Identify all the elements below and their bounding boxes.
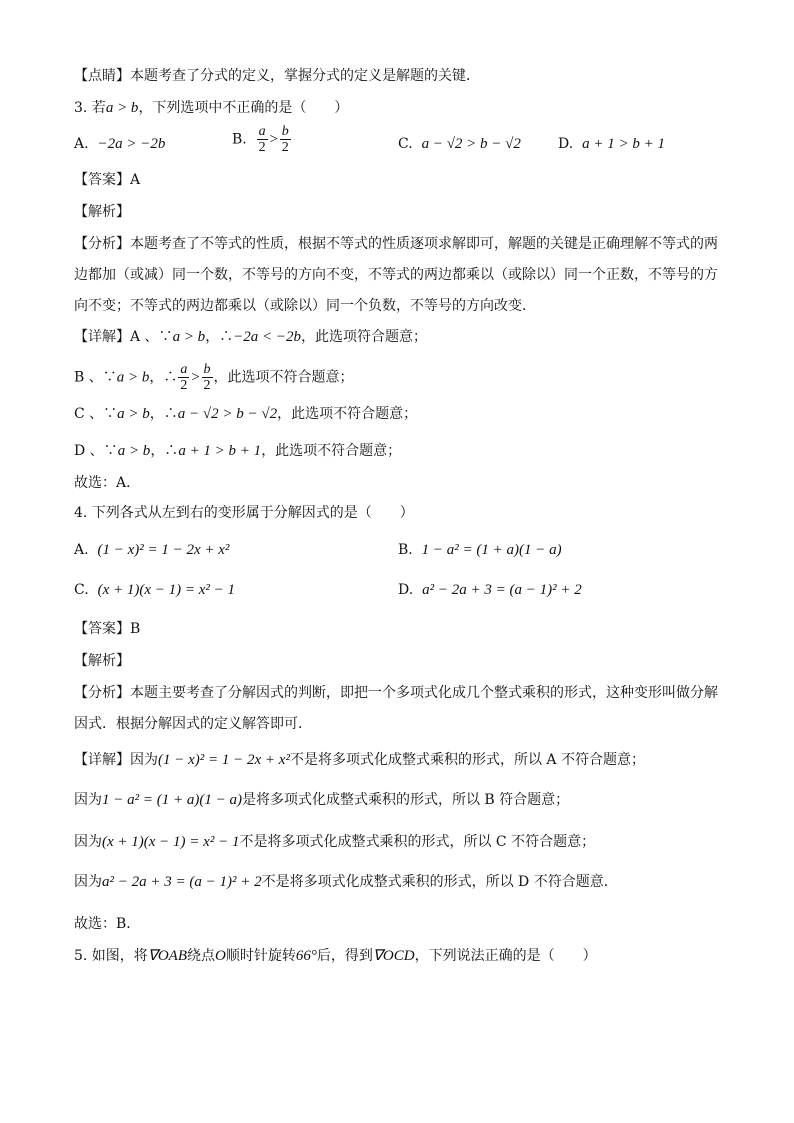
q4-detail-1: [74, 750, 645, 770]
q4-stem: 4. 下列各式从左到右的变形属于分解因式的是（ ）: [74, 505, 414, 521]
frac-op: >: [190, 369, 201, 386]
detail-math: a + 1 > b + 1: [178, 443, 262, 459]
option-label: D.: [398, 582, 414, 598]
detail-math: a > b: [172, 329, 206, 345]
q3-stem-math: a > b: [105, 100, 139, 116]
q3-option-a: [74, 134, 165, 154]
option-expr: (1 − x)² = 1 − 2x + x²: [97, 542, 230, 558]
q5-stem-prefix: 5. 如图，将: [74, 948, 148, 964]
detail-prefix: D 、∵: [74, 443, 118, 459]
detail-prefix: 【详解】因为: [74, 752, 158, 768]
detail-math: (1 − x)² = 1 − 2x + x²: [158, 752, 290, 768]
detail-math: a > b: [117, 443, 151, 459]
q5-stem-math: ∇OAB: [147, 948, 188, 964]
detail-prefix: 因为: [74, 792, 102, 808]
detail-suffix: 不是将多项式化成整式乘积的形式，所以 A 不符合题意；: [289, 752, 645, 768]
option-label: C.: [74, 582, 89, 598]
option-label: C.: [398, 136, 413, 152]
q5-stem-mid: 绕点: [187, 948, 216, 964]
frac-right: [202, 362, 213, 393]
q3-detail-a: [74, 327, 427, 347]
detail-prefix: B 、∵: [74, 369, 117, 386]
option-expr: a + 1 > b + 1: [582, 136, 665, 152]
q3-fenxi-2: 边都加（或减）同一个数，不等号的方向不变，不等式的两边都乘以（或除以）同一个正数，不等号的方: [74, 267, 718, 283]
frac-left: [257, 124, 268, 155]
option-label: D.: [558, 136, 574, 152]
q5-stem-mid: 顺时针旋转: [225, 948, 296, 964]
frac-num: b: [281, 124, 289, 139]
q4-option-a: [74, 540, 229, 560]
q3-option-c: [398, 134, 521, 154]
option-expr: −2a > −2b: [97, 136, 166, 152]
q5-stem-math: 66°: [295, 948, 317, 964]
q5-stem-math: O: [215, 948, 226, 964]
q4-detail-4: [74, 872, 618, 892]
frac-num: a: [180, 362, 188, 377]
q3-detail-c: [74, 404, 417, 424]
q3-stem: [74, 98, 348, 118]
q4-option-b: [398, 540, 562, 560]
detail-math: 1 − a² = (1 + a)(1 − a): [102, 792, 242, 808]
detail-suffix: ，此选项符合题意；: [301, 329, 428, 345]
detail-mid: ，∴: [205, 329, 234, 345]
q5-stem-suffix: ，下列说法正确的是（ ）: [414, 948, 597, 964]
detail-mid: ，∴: [149, 369, 178, 386]
q5-stem-math: ∇OCD: [372, 948, 415, 964]
q3-detail-d: [74, 441, 401, 461]
frac-den: 2: [203, 378, 211, 393]
q3-detail-b: [74, 362, 354, 393]
option-expr: (x + 1)(x − 1) = x² − 1: [97, 582, 236, 598]
frac-den: 2: [281, 140, 289, 155]
q4-detail-2: [74, 790, 569, 810]
detail-math: a² − 2a + 3 = (a − 1)² + 2: [102, 874, 262, 890]
q3-stem-suffix: ，下列选项中不正确的是（ ）: [138, 100, 349, 116]
option-label: B.: [232, 131, 247, 148]
q4-option-c: [74, 580, 235, 600]
prev-dianjing: 【点睛】本题考查了分式的定义，掌握分式的定义是解题的关键．: [74, 68, 480, 84]
frac-right: [280, 124, 291, 155]
frac-den: 2: [180, 378, 188, 393]
q3-fenxi-1: 【分析】本题考查了不等式的性质，根据不等式的性质逐项求解即可，解题的关键是正确理解不等式的两: [74, 236, 718, 252]
detail-prefix: C 、∵: [74, 406, 118, 422]
q4-jiexi: 【解析】: [74, 653, 130, 669]
option-expr: a² − 2a + 3 = (a − 1)² + 2: [422, 582, 582, 598]
frac-den: 2: [258, 140, 266, 155]
frac-left: [178, 362, 189, 393]
option-label: A.: [74, 136, 89, 152]
detail-math: a − √2 > b − √2: [177, 406, 278, 422]
q3-fenxi-3: 向不变；不等式的两边都乘以（或除以）同一个负数，不等号的方向改变．: [74, 298, 536, 314]
q4-fenxi-2: 因式．根据分解因式的定义解答即可．: [74, 716, 312, 732]
detail-prefix: 【详解】A 、∵: [74, 329, 173, 345]
detail-mid: ，∴: [150, 443, 179, 459]
q4-answer: 【答案】B: [74, 621, 141, 637]
detail-suffix: 不是将多项式化成整式乘积的形式，所以 C 不符合题意；: [239, 834, 596, 850]
frac-num: b: [203, 362, 211, 377]
detail-math: −2a < −2b: [233, 329, 302, 345]
q3-option-b: [232, 124, 292, 155]
q4-choose: 故选：B．: [74, 916, 141, 932]
detail-suffix: 是将多项式化成整式乘积的形式，所以 B 符合题意；: [241, 792, 570, 808]
q4-fenxi-1: 【分析】本题主要考查了分解因式的判断，即把一个多项式化成几个整式乘积的形式，这种变形叫做分解: [74, 685, 718, 701]
detail-prefix: 因为: [74, 834, 102, 850]
detail-suffix: 不是将多项式化成整式乘积的形式，所以 D 不符合题意．: [261, 874, 618, 890]
q4-option-d: [398, 580, 582, 600]
option-label: B.: [398, 542, 413, 558]
q3-jiexi: 【解析】: [74, 204, 130, 220]
detail-suffix: ，此选项不符合题意；: [277, 406, 418, 422]
option-expr: a − √2 > b − √2: [421, 136, 521, 152]
frac-op: >: [268, 131, 279, 148]
option-label: A.: [74, 542, 89, 558]
detail-math: a > b: [116, 369, 150, 386]
q5-stem: [74, 946, 597, 966]
q3-stem-prefix: 3. 若: [74, 100, 106, 116]
detail-suffix: ，此选项不符合题意；: [213, 369, 354, 386]
q3-answer: 【答案】A: [74, 172, 141, 188]
q5-stem-mid: 后，得到: [316, 948, 373, 964]
detail-math: (x + 1)(x − 1) = x² − 1: [102, 834, 240, 850]
detail-math: a > b: [117, 406, 150, 422]
detail-suffix: ，此选项不符合题意；: [261, 443, 402, 459]
q3-choose: 故选：A．: [74, 475, 141, 491]
detail-mid: ，∴: [149, 406, 178, 422]
option-expr: 1 − a² = (1 + a)(1 − a): [421, 542, 562, 558]
frac-num: a: [258, 124, 266, 139]
detail-prefix: 因为: [74, 874, 102, 890]
q4-detail-3: [74, 832, 595, 852]
q3-option-d: [558, 134, 665, 154]
